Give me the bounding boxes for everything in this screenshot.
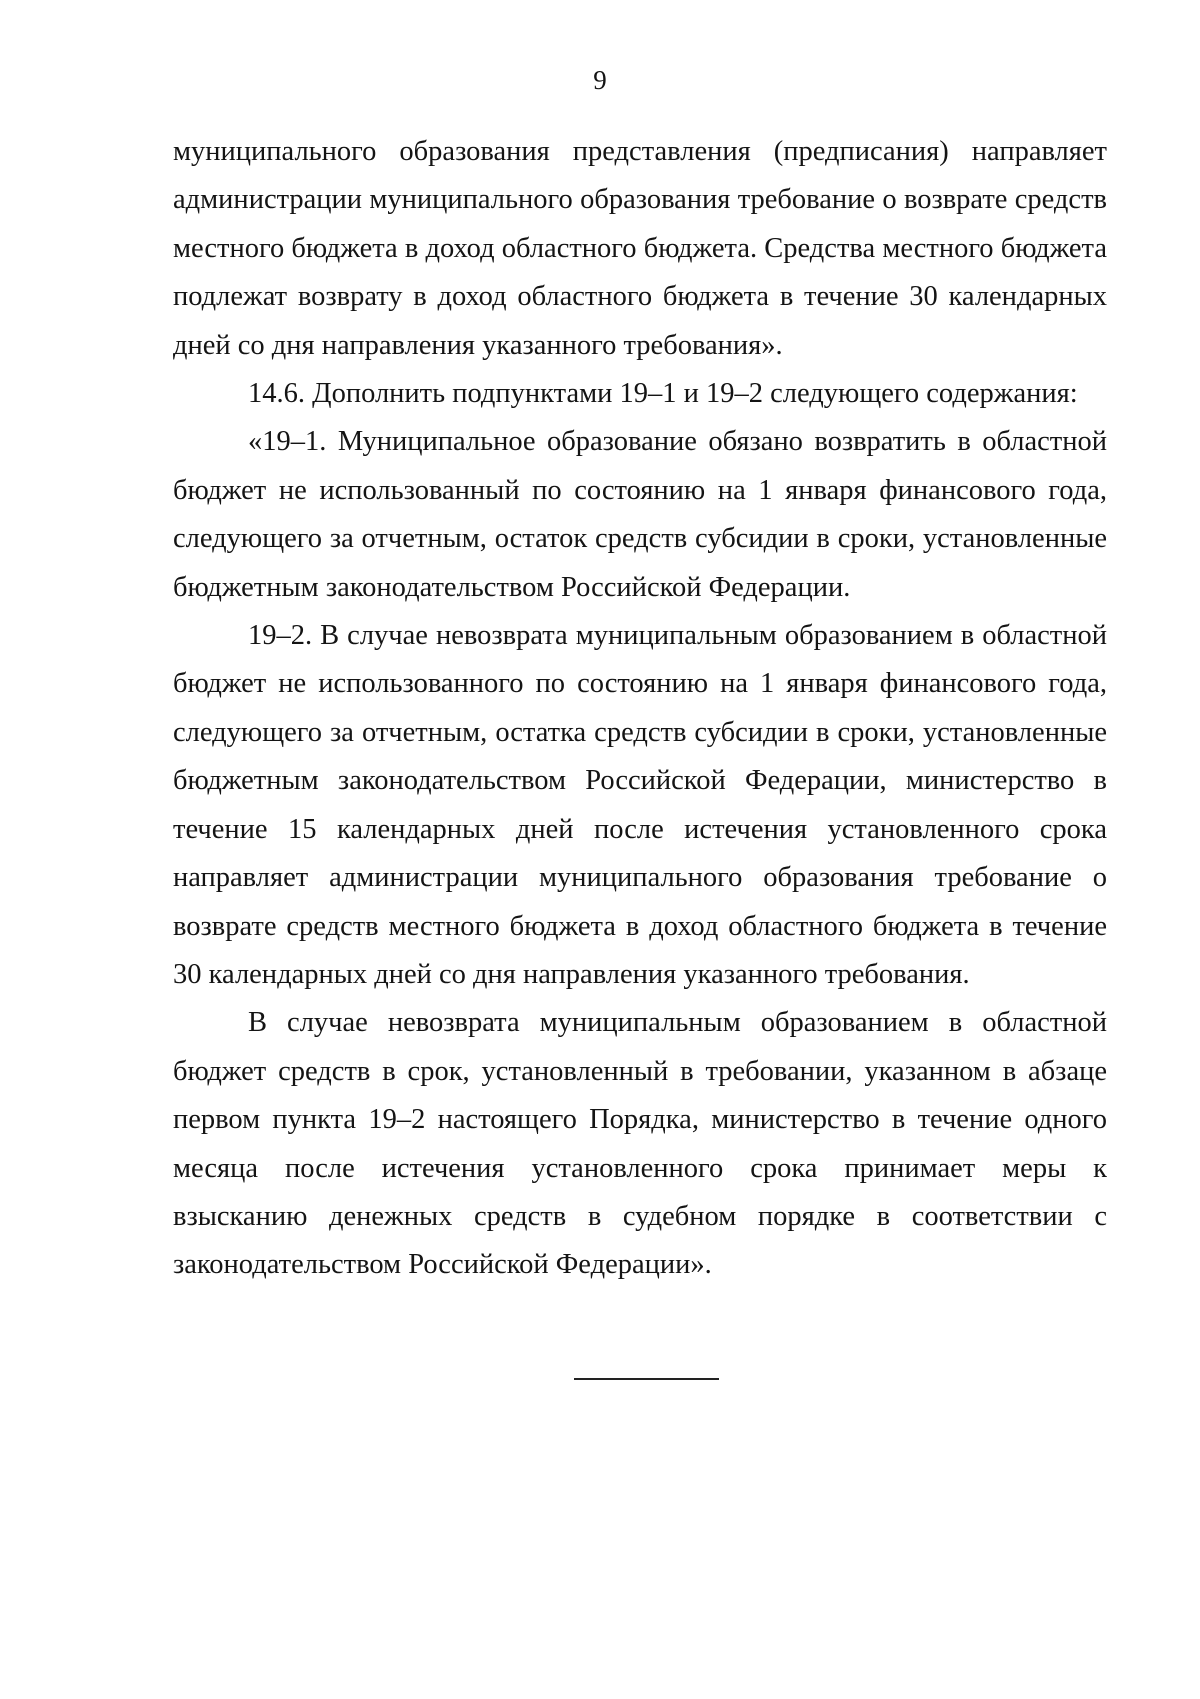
page-number: 9 — [593, 65, 607, 95]
paragraph-continuation: муниципального образования представления (предписания) направляет администрации муниципального образования требование о возврате средств местного бюджета в доход областного бюджета. Средства местного бюджета подлежат возврату в доход областного бюджета в течение 30 календарных дней со дня направления указанного требования». — [173, 136, 1107, 361]
paragraph-19-2: 19–2. В случае невозврата муниципальным образованием в областной бюджет не использованного по состоянию на 1 января финансового года, следующего за отчетным, остатка средств субсидии в сроки, установленные бюджетным законодательством Российской Федерации, министерство в течение 15 календарных дней после истечения установленного срока направляет администрации муниципального образования требование о возврате средств местного бюджета в доход областного бюджета в течение 30 календарных дней со дня направления указанного требования. — [173, 620, 1107, 990]
document-body — [173, 128, 1107, 1290]
paragraph-19-1: «19–1. Муниципальное образование обязано возвратить в областной бюджет не использованный по состоянию на 1 января финансового года, следующего за отчетным, остаток средств субсидии в сроки, установленные бюджетным законодательством Российской Федерации. — [173, 426, 1107, 603]
paragraph-14-6: 14.6. Дополнить подпунктами 19–1 и 19–2 следующего содержания: — [248, 378, 1078, 410]
end-of-text-rule — [574, 1378, 719, 1380]
paragraph-19-2-second: В случае невозврата муниципальным образованием в областной бюджет средств в срок, установленный в требовании, указанном в абзаце первом пункта 19–2 настоящего Порядка, министерство в течение одного месяца после истечения установленного срока принимает меры к взысканию денежных средств в судебном порядке в соответствии с законодательством Российской Федерации». — [173, 1007, 1107, 1281]
